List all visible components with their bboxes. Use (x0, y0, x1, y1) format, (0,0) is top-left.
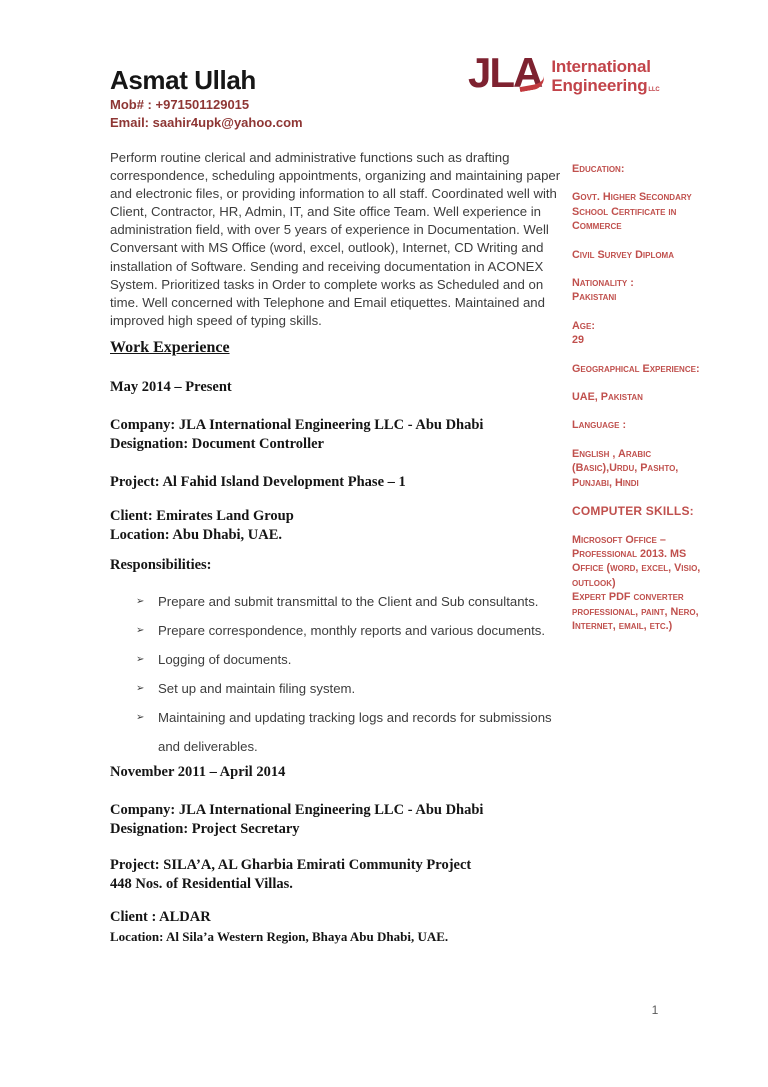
list-item (136, 587, 572, 616)
logo-acronym (468, 50, 541, 96)
job-location: Location: Al Sila’a Western Region, Bhaya Abu Dhabi, UAE. (110, 929, 449, 944)
nationality-label: Nationality : (572, 277, 634, 290)
age-label: Age: (572, 319, 595, 332)
nationality-block (572, 276, 702, 305)
age-block (572, 319, 702, 348)
job-project: Project: SILA’A, AL Gharbia Emirati Community Project (110, 857, 472, 873)
list-item (136, 616, 572, 645)
job-client: Client: Emirates Land Group (110, 508, 294, 524)
job-period: November 2011 – April 2014 (110, 764, 286, 780)
nationality-value: Pakistani (572, 291, 617, 304)
work-experience-section (110, 337, 572, 946)
responsibility-text: Maintaining and updating tracking logs and records for submissions and deliverables. (158, 710, 552, 754)
geo-experience-label: Geographical Experience: (572, 362, 700, 375)
arrow-bullet-icon: ➢ (136, 625, 145, 636)
computer-skills-value: Expert PDF converter professional, paint, Nero, Internet, email, etc.) (572, 591, 699, 632)
arrow-bullet-icon: ➢ (136, 596, 145, 607)
job-project: Project: Al Fahid Island Development Phase – 1 (110, 474, 406, 490)
responsibilities-label: Responsibilities: (110, 557, 212, 573)
logo-acronym-text: JLA (468, 49, 542, 96)
job-location: Location: Abu Dhabi, UAE. (110, 527, 283, 543)
responsibility-text: Logging of documents. (158, 652, 292, 667)
education-item: Govt. Higher Secondary School Certificate in Commerce (572, 191, 692, 233)
list-item (136, 645, 572, 674)
logo-line2: Engineering (551, 76, 648, 95)
job-designation: Designation: Document Controller (110, 436, 324, 452)
responsibility-text: Prepare correspondence, monthly reports and various documents. (158, 623, 546, 638)
education-label: Education: (572, 163, 625, 175)
logo-line1: International (551, 57, 651, 76)
list-item (136, 674, 572, 703)
education-item: Civil Survey Diploma (572, 248, 674, 261)
arrow-bullet-icon: ➢ (136, 654, 145, 665)
job-company: Company: JLA International Engineering LLC - Abu Dhabi (110, 802, 484, 818)
work-experience-heading: Work Experience (110, 339, 230, 356)
candidate-name: Asmat Ullah (110, 65, 256, 95)
computer-skills-label: COMPUTER SKILLS: (572, 504, 694, 519)
logo-wordmark (551, 57, 659, 100)
job-client: Client : ALDAR (110, 909, 211, 925)
email-address: Email: saahir4upk@yahoo.com (110, 114, 303, 130)
job-designation: Designation: Project Secretary (110, 821, 300, 837)
list-item (136, 703, 572, 761)
language-value: English , Arabic (Basic),Urdu, Pashto, Punjabi, Hindi (572, 447, 679, 489)
arrow-bullet-icon: ➢ (136, 683, 145, 694)
job-company: Company: JLA International Engineering LLC - Abu Dhabi (110, 417, 484, 433)
sidebar (572, 162, 702, 647)
profile-summary: Perform routine clerical and administrative functions such as drafting correspondence, scheduling appointments, organizing and maintaining paper and electronic files, or providing information to all staff. Coordinated well with Client, Contractor, HR, Admin, IT, and Site office Team. Well experience in administration field, with over 5 years of experience in Documentation. Well Conversant with MS Office (word, excel, outlook), Internet, CD Writing and installation of Software. Sending and receiving documentation in ACONEX System. Prioritized tasks in Order to complete works as Scheduled and on time. Well concerned with Telephone and Email etiquettes. Maintained and improved high speed of typing skills. (110, 150, 561, 328)
arrow-bullet-icon: ➢ (136, 712, 145, 723)
responsibilities-list (110, 587, 572, 761)
responsibility-text: Set up and maintain filing system. (158, 681, 356, 696)
header (110, 64, 303, 131)
computer-skills-value: Microsoft Office – Professional 2013. MS Office (word, excel, Visio, outlook) (572, 533, 701, 589)
job-project-detail: 448 Nos. of Residential Villas. (110, 876, 293, 892)
job-period: May 2014 – Present (110, 379, 232, 395)
mobile-number: Mob# : +971501129015 (110, 97, 250, 112)
page-number: 1 (651, 1003, 659, 1017)
logo-llc-suffix: LLC (648, 87, 660, 93)
language-label: Language : (572, 419, 627, 432)
geo-experience-value: UAE, Pakistan (572, 391, 643, 404)
company-logo (468, 50, 659, 100)
age-value: 29 (572, 334, 585, 347)
responsibility-text: Prepare and submit transmittal to the Client and Sub consultants. (158, 594, 539, 609)
